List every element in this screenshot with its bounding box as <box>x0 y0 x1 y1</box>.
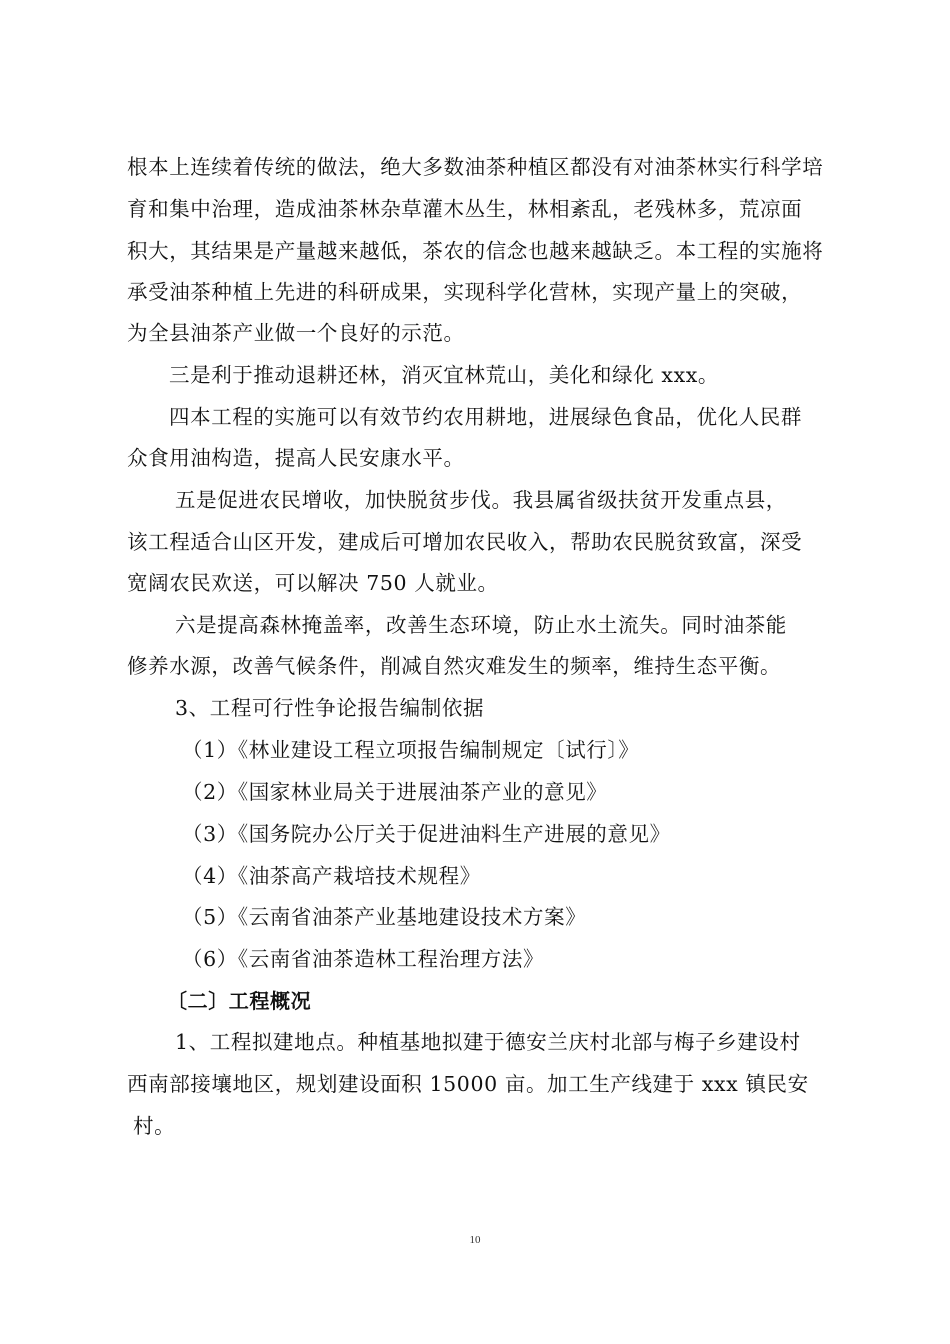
text-line: 三是利于推动退耕还林，消灭宜林荒山，美化和绿化 xxx。 <box>169 363 719 387</box>
text-line: 西南部接壤地区，规划建设面积 15000 亩。加工生产线建于 xxx 镇民安 <box>127 1072 809 1096</box>
text-line: 1、工程拟建地点。种植基地拟建于德安兰庆村北部与梅子乡建设村 <box>175 1030 801 1054</box>
reference-item: （3）《国务院办公厅关于促进油料生产进展的意见》 <box>182 822 671 846</box>
reference-item: （6）《云南省油茶造林工程治理方法》 <box>182 947 545 971</box>
text-line: 积大，其结果是产量越来越低，茶农的信念也越来越缺乏。本工程的实施将 <box>127 239 824 263</box>
text-line: 根本上连续着传统的做法，绝大多数油茶种植区都没有对油茶林实行科学培 <box>127 155 824 179</box>
text-line: 六是提高森林掩盖率，改善生态环境，防止水土流失。同时油茶能 <box>175 613 787 637</box>
reference-item: （2）《国家林业局关于进展油茶产业的意见》 <box>182 780 608 804</box>
section-heading: 〔二〕工程概况 <box>167 989 312 1013</box>
page-number: 10 <box>469 1234 481 1246</box>
text-line: 宽阔农民欢送，可以解决 750 人就业。 <box>127 571 499 595</box>
reference-item: （1）《林业建设工程立项报告编制规定〔试行〕》 <box>182 738 640 762</box>
text-line: 育和集中治理，造成油茶林杂草灌木丛生，林相紊乱，老残林多，荒凉面 <box>127 197 803 221</box>
text-line: 承受油茶种植上先进的科研成果，实现科学化营林，实现产量上的突破， <box>127 280 803 304</box>
section-title: 3、工程可行性争论报告编制依据 <box>175 696 485 720</box>
text-line: 为全县油茶产业做一个良好的示范。 <box>127 321 465 345</box>
reference-item: （5）《云南省油茶产业基地建设技术方案》 <box>182 905 587 929</box>
text-line: 修养水源，改善气候条件，削减自然灾难发生的频率，维持生态平衡。 <box>127 654 782 678</box>
text-line: 众食用油构造，提高人民安康水平。 <box>127 446 465 470</box>
reference-item: （4）《油茶高产栽培技术规程》 <box>182 864 481 888</box>
text-line: 该工程适合山区开发，建成后可增加农民收入，帮助农民脱贫致富，深受 <box>127 530 803 554</box>
text-line: 村。 <box>133 1114 176 1138</box>
text-line: 五是促进农民增收，加快脱贫步伐。我县属省级扶贫开发重点县， <box>175 488 787 512</box>
text-line: 四本工程的实施可以有效节约农用耕地，进展绿色食品，优化人民群 <box>169 405 802 429</box>
